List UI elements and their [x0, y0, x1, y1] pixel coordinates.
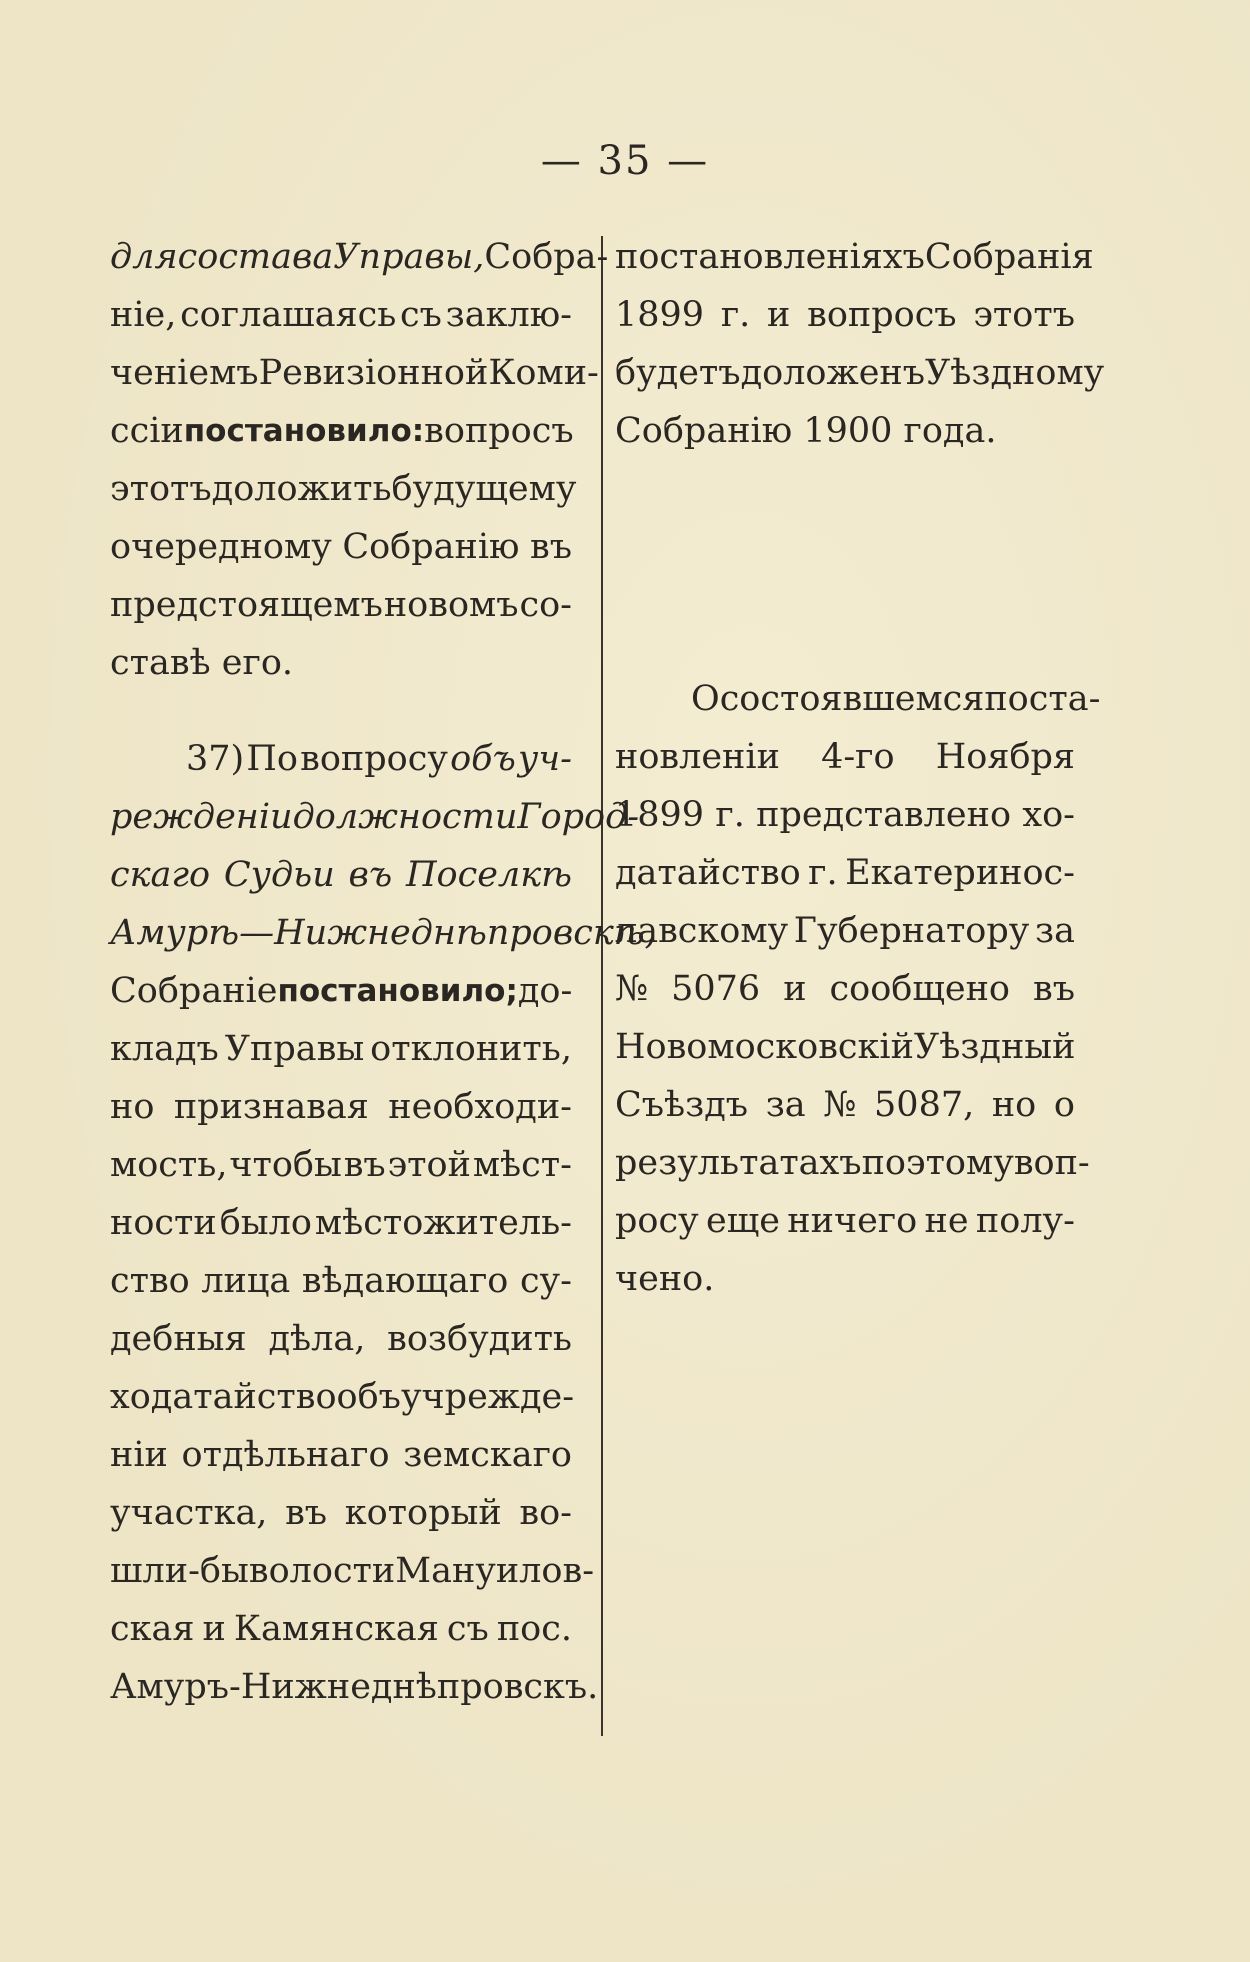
word: со-: [519, 585, 572, 625]
word: въ: [530, 527, 572, 567]
word: Управы: [224, 1029, 365, 1069]
word: состава: [177, 237, 334, 277]
word: предстоящемъ: [110, 585, 383, 625]
word: Управы,: [333, 237, 485, 277]
word: лица: [201, 1261, 291, 1301]
text-line: [110, 1368, 575, 1426]
word: по: [861, 1143, 906, 1183]
paragraph-continuation: [615, 228, 1105, 460]
text-line: [110, 788, 640, 846]
text-line: [110, 344, 599, 402]
word: Съѣздъ: [615, 1085, 749, 1125]
word: скаго: [110, 855, 211, 895]
word: объ: [336, 1377, 401, 1417]
word: Мануилов-: [395, 1551, 595, 1591]
word: ство: [110, 1261, 190, 1301]
word: съ: [400, 295, 442, 335]
word: необходи-: [388, 1087, 572, 1127]
word: вопросу: [300, 739, 448, 779]
word: должности: [292, 797, 518, 837]
word: этому: [905, 1143, 1014, 1183]
text-line: [615, 670, 1101, 728]
text-line: [110, 228, 609, 286]
word: результатахъ: [615, 1143, 862, 1183]
word: возбудить: [387, 1319, 572, 1359]
text-line: [110, 1658, 599, 1716]
word: и: [202, 1609, 226, 1649]
text-line: [615, 786, 1075, 844]
word: Собранія: [924, 237, 1094, 277]
word: г.: [715, 795, 745, 835]
word: который: [344, 1493, 502, 1533]
word: представлено: [756, 795, 1012, 835]
word: 1899: [615, 295, 705, 335]
word: По: [246, 739, 298, 779]
word: 1899: [615, 795, 705, 835]
word: —: [239, 913, 275, 953]
text-line: [615, 1134, 1090, 1192]
word: состоявшемся: [719, 679, 985, 719]
word: хо-: [1022, 795, 1075, 835]
text-line: [110, 962, 572, 1020]
word: мѣст-: [472, 1145, 572, 1185]
word: о: [1053, 1085, 1075, 1125]
word: съ: [446, 1609, 489, 1649]
word: ская: [110, 1609, 195, 1649]
word: Ноября: [935, 737, 1075, 777]
word: отдѣльнаго: [181, 1435, 390, 1475]
word: за: [1035, 911, 1075, 951]
word: будущему: [391, 469, 577, 509]
word: Собра-: [484, 237, 609, 277]
word: во-: [519, 1493, 572, 1533]
word: чтобы: [229, 1145, 342, 1185]
word: этотъ: [973, 295, 1075, 335]
word: Екатеринос-: [845, 853, 1075, 893]
word: мость,: [110, 1145, 228, 1185]
text-line: [110, 1542, 595, 1600]
word: пос.: [496, 1609, 572, 1649]
text-line: [615, 1018, 1075, 1076]
word: Новомосковскій: [615, 1027, 914, 1067]
word: не: [924, 1201, 969, 1241]
text-line: [110, 1426, 572, 1484]
text-line: [110, 730, 572, 788]
text-line: [110, 904, 656, 962]
word: новомъ: [383, 585, 519, 625]
word: но: [991, 1085, 1037, 1125]
text-line: [110, 576, 572, 634]
text-line: [110, 460, 577, 518]
item-number: 37): [186, 739, 245, 779]
word: доложенъ: [740, 353, 925, 393]
word: чено.: [615, 1259, 715, 1299]
word: признавая: [173, 1087, 369, 1127]
text-line: [615, 960, 1075, 1018]
word: Амуръ-Нижнеднѣпровскъ.: [110, 1667, 599, 1707]
word: заклю-: [445, 295, 572, 335]
text-line: [615, 902, 1075, 960]
word: дѣла,: [268, 1319, 366, 1359]
word: полу-: [975, 1201, 1075, 1241]
word: 5076: [671, 969, 761, 1009]
word: этой: [387, 1145, 471, 1185]
text-line: [615, 728, 1075, 786]
word: Собраніе: [110, 971, 278, 1011]
text-line: [615, 1192, 1075, 1250]
word: волости: [248, 1551, 396, 1591]
word: участка,: [110, 1493, 268, 1533]
word: ничего: [787, 1201, 918, 1241]
word: для: [110, 237, 178, 277]
word: ставѣ его.: [110, 643, 294, 683]
text-line: [615, 1076, 1075, 1134]
word: уч-: [518, 739, 572, 779]
word: Собранію: [342, 527, 520, 567]
text-line: [110, 846, 572, 904]
paragraph-budget-decision: [110, 228, 609, 692]
word: Поселкѣ: [406, 855, 572, 895]
resolution-keyword: постановило:: [183, 413, 425, 449]
word: Ревизіонной: [258, 353, 489, 393]
text-line: [615, 402, 1075, 460]
word: Коми-: [488, 353, 599, 393]
text-line: [615, 1250, 1075, 1308]
word: №: [615, 969, 649, 1009]
word: Амурѣ: [110, 913, 240, 953]
word: мѣстожитель-: [314, 1203, 572, 1243]
word: режденіи: [110, 797, 293, 837]
word: №: [823, 1085, 857, 1125]
word: ходатайство: [110, 1377, 337, 1417]
word: Нижнеднѣпровскѣ,: [274, 913, 656, 953]
word: до-: [517, 971, 573, 1011]
word: ніе,: [110, 295, 177, 335]
word: и: [767, 295, 791, 335]
word: этотъ: [110, 469, 212, 509]
text-line: [110, 1194, 572, 1252]
word: будетъ: [615, 353, 741, 393]
column-divider: [601, 236, 603, 1736]
word: въ: [343, 1145, 386, 1185]
text-line: [110, 518, 572, 576]
word: Уѣздный: [913, 1027, 1076, 1067]
word: было: [219, 1203, 312, 1243]
word: вѣдающаго: [301, 1261, 509, 1301]
word: лавскому: [615, 911, 789, 951]
word: су-: [519, 1261, 572, 1301]
word: вопросъ: [424, 411, 574, 451]
right-column: [615, 228, 1105, 1308]
word: соглашаясь: [180, 295, 397, 335]
text-line: [110, 634, 572, 692]
word: Камянская: [233, 1609, 439, 1649]
paragraph-petition-status: [615, 670, 1101, 1308]
word: въ: [348, 855, 393, 895]
text-line: [615, 228, 1094, 286]
word: Город-: [517, 797, 640, 837]
word: ности: [110, 1203, 217, 1243]
word: г.: [808, 853, 838, 893]
text-line: [110, 402, 572, 460]
word: поста-: [984, 679, 1101, 719]
word: въ: [1033, 969, 1075, 1009]
word: въ: [285, 1493, 328, 1533]
word: вопросъ: [807, 295, 957, 335]
text-line: [110, 1600, 572, 1658]
text-line: [110, 1078, 572, 1136]
text-line: [110, 1484, 572, 1542]
word: ніи: [110, 1435, 168, 1475]
word: 5087,: [874, 1085, 975, 1125]
word: земскаго: [403, 1435, 572, 1475]
word: кладъ: [110, 1029, 219, 1069]
word: постановленіяхъ: [615, 237, 925, 277]
word: 4-го: [821, 737, 895, 777]
resolution-keyword: постановило;: [277, 973, 518, 1009]
word: но: [110, 1087, 155, 1127]
word: и: [783, 969, 807, 1009]
text-line: [110, 1252, 572, 1310]
text-line: [110, 1310, 572, 1368]
word: воп-: [1013, 1143, 1090, 1183]
word: доложить: [211, 469, 392, 509]
page-number: — 35 —: [540, 138, 710, 184]
word: объ: [450, 739, 516, 779]
word: отклонить,: [370, 1029, 572, 1069]
word: Губернатору: [793, 911, 1030, 951]
word: учрежде-: [400, 1377, 575, 1417]
word: Собранію 1900 года.: [615, 411, 997, 451]
word: еще: [706, 1201, 780, 1241]
text-line: [615, 286, 1075, 344]
word: новленіи: [615, 737, 780, 777]
word: О: [691, 679, 720, 719]
word: ссіи: [110, 411, 184, 451]
text-line: [110, 1020, 572, 1078]
word: Уѣздному: [925, 353, 1105, 393]
word: Судьи: [223, 855, 335, 895]
word: ченіемъ: [110, 353, 259, 393]
word: очередному: [110, 527, 332, 567]
word: росу: [615, 1201, 699, 1241]
word: шли-бы: [110, 1551, 249, 1591]
word: датайство: [615, 853, 801, 893]
text-line: [615, 344, 1105, 402]
word: г.: [720, 295, 751, 335]
text-line: [110, 286, 572, 344]
text-line: [110, 1136, 572, 1194]
text-line: [615, 844, 1075, 902]
word: дебныя: [110, 1319, 247, 1359]
word: за: [765, 1085, 806, 1125]
word: сообщено: [829, 969, 1010, 1009]
